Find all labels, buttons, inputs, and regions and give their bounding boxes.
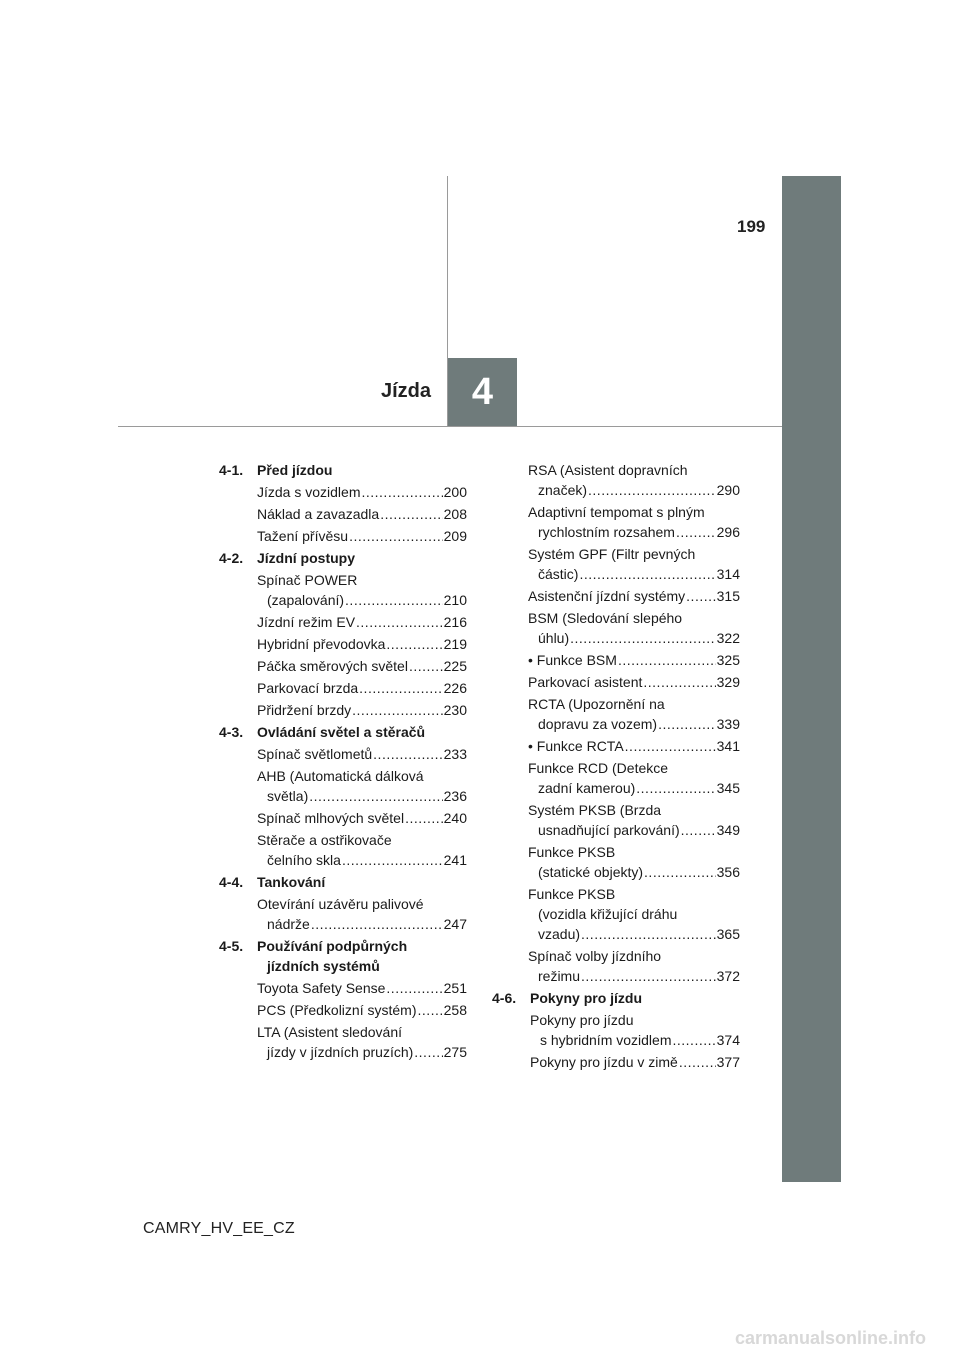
toc-entry-line: [257, 526, 467, 546]
toc-entry[interactable]: [257, 656, 467, 676]
toc-entry[interactable]: [257, 808, 467, 828]
toc-section-title: [257, 460, 332, 480]
toc-leader-dots: [570, 628, 716, 648]
toc-entry-line: [528, 778, 740, 798]
toc-entry[interactable]: [257, 1022, 467, 1062]
toc-entry-line: Spínač POWER: [257, 572, 358, 588]
toc-entry-text: • Funkce BSM: [528, 652, 617, 668]
toc-entry[interactable]: [530, 1052, 740, 1072]
toc-leader-dots: [581, 924, 716, 944]
toc-section-heading[interactable]: [219, 936, 467, 976]
toc-page-number: 241: [443, 852, 467, 868]
toc-page-number: 275: [443, 1044, 467, 1060]
toc-entry[interactable]: [257, 700, 467, 720]
toc-entry[interactable]: [528, 608, 740, 648]
toc-entry-text: částic): [538, 566, 579, 582]
toc-section-heading[interactable]: [219, 460, 467, 480]
toc-entry[interactable]: [528, 460, 740, 500]
toc-entry-line: [528, 564, 740, 584]
toc-entry-text: dopravu za vozem): [538, 716, 658, 732]
toc-leader-dots: [679, 1052, 716, 1072]
toc-entry[interactable]: [257, 482, 467, 502]
toc-page-number: 219: [443, 636, 467, 652]
toc-leader-dots: [414, 1042, 442, 1062]
toc-page-number: 356: [716, 864, 740, 880]
toc-page-number: 315: [716, 588, 740, 604]
toc-section-title-line: Tankování: [257, 874, 326, 890]
toc-entry-text: značek): [538, 482, 588, 498]
toc-entry-text: PCS (Předkolizní systém): [257, 1002, 417, 1018]
toc-page-number: 377: [716, 1054, 740, 1070]
toc-entry-line: [257, 656, 467, 676]
toc-leader-dots: [342, 850, 443, 870]
toc-entry[interactable]: [528, 842, 740, 882]
toc-section-number: 4-5.: [219, 938, 244, 954]
toc-entry-text: Jízdní režim EV: [257, 614, 356, 630]
toc-leader-dots: [676, 522, 716, 542]
toc-entry[interactable]: [257, 526, 467, 546]
toc-entry-line: [257, 744, 467, 764]
toc-entry-line: [528, 862, 740, 882]
toc-left-column: [219, 460, 467, 1064]
toc-entry-line: [530, 1030, 740, 1050]
toc-entry-text: s hybridním vozidlem: [540, 1032, 672, 1048]
toc-section-title-line: Před jízdou: [257, 462, 333, 478]
toc-section-heading[interactable]: [219, 548, 467, 568]
toc-entry-line: [257, 634, 467, 654]
toc-entry[interactable]: [530, 1010, 740, 1050]
toc-entry-text: zadní kamerou): [538, 780, 636, 796]
toc-entry-line: [528, 522, 740, 542]
toc-entry[interactable]: [528, 502, 740, 542]
chapter-number: 4: [471, 370, 494, 413]
toc-entry-text: Asistenční jízdní systémy: [528, 588, 686, 604]
toc-entry-line: [528, 480, 740, 500]
toc-page-number: 325: [716, 652, 740, 668]
toc-leader-dots: [581, 966, 716, 986]
toc-leader-dots: [618, 650, 716, 670]
toc-page-number: 341: [716, 738, 740, 754]
toc-entry-text: vzadu): [538, 926, 581, 942]
toc-section-number: 4-4.: [219, 874, 244, 890]
toc-entry-line: RCTA (Upozornění na: [528, 696, 665, 712]
toc-leader-dots: [658, 714, 716, 734]
toc-page-number: 314: [716, 566, 740, 582]
toc-entry-text: nádrže: [267, 916, 310, 932]
toc-entry-line: [528, 966, 740, 986]
toc-entry-text: Parkovací asistent: [528, 674, 643, 690]
toc-entry[interactable]: [257, 634, 467, 654]
toc-page-number: 209: [443, 528, 467, 544]
toc-page-number: 200: [443, 484, 467, 500]
toc-leader-dots: [309, 786, 442, 806]
toc-leader-dots: [643, 672, 715, 692]
chapter-side-tab: [782, 176, 841, 1182]
toc-leader-dots: [588, 480, 716, 500]
toc-leader-dots: [380, 504, 442, 524]
toc-page-number: 230: [443, 702, 467, 718]
toc-leader-dots: [361, 482, 442, 502]
toc-entry-line: Funkce RCD (Detekce: [528, 760, 669, 776]
toc-entry[interactable]: [257, 978, 467, 998]
toc-leader-dots: [345, 590, 443, 610]
toc-section-title-line: Používání podpůrných: [257, 938, 408, 954]
toc-entry-line: [257, 700, 467, 720]
toc-entry-text: Spínač světlometů: [257, 746, 373, 762]
toc-page-number: 322: [716, 630, 740, 646]
toc-page-number: 290: [716, 482, 740, 498]
toc-section-title: [257, 936, 407, 976]
toc-section-heading[interactable]: [219, 722, 467, 742]
toc-page-number: 247: [443, 916, 467, 932]
toc-entry-text: Přidržení brzdy: [257, 702, 352, 718]
toc-entry[interactable]: [528, 884, 740, 944]
toc-page-number: 296: [716, 524, 740, 540]
document-footer: CAMRY_HV_EE_CZ: [143, 1220, 295, 1237]
toc-page-number: 236: [443, 788, 467, 804]
toc-section-title: [257, 548, 355, 568]
toc-entry-line: [257, 914, 467, 934]
toc-entry-line: [257, 850, 467, 870]
toc-entry[interactable]: [257, 744, 467, 764]
toc-right-column: [492, 460, 740, 1074]
toc-section-heading[interactable]: [492, 988, 740, 1008]
toc-page-number: 345: [716, 780, 740, 796]
toc-entry[interactable]: [257, 504, 467, 524]
toc-leader-dots: [673, 1030, 716, 1050]
toc-entry-line: Otevírání uzávěru palivové: [257, 896, 424, 912]
toc-page-number: 225: [443, 658, 467, 674]
toc-leader-dots: [405, 808, 443, 828]
toc-entry-line: AHB (Automatická dálková: [257, 768, 424, 784]
toc-entry-line: [257, 612, 467, 632]
toc-page-number: 339: [716, 716, 740, 732]
toc-entry-line: [257, 808, 467, 828]
toc-entry-line: BSM (Sledování slepého: [528, 610, 683, 626]
toc-leader-dots: [644, 862, 716, 882]
toc-leader-dots: [386, 634, 442, 654]
toc-entry-text: (zapalování): [267, 592, 345, 608]
toc-entry-line: [257, 482, 467, 502]
toc-leader-dots: [686, 586, 715, 606]
toc-section-title-line: jízdních systémů: [267, 958, 380, 974]
toc-leader-dots: [579, 564, 715, 584]
toc-entry[interactable]: [528, 946, 740, 986]
toc-leader-dots: [311, 914, 443, 934]
toc-leader-dots: [417, 1000, 442, 1020]
toc-section-title-line: Jízdní postupy: [257, 550, 355, 566]
toc-entry-line: Stěrače a ostřikovače: [257, 832, 392, 848]
toc-entry-text: • Funkce RCTA: [528, 738, 624, 754]
toc-leader-dots: [409, 656, 443, 676]
toc-entry-text: režimu: [538, 968, 581, 984]
toc-entry[interactable]: [257, 766, 467, 806]
toc-entry-text: čelního skla: [267, 852, 341, 868]
toc-entry-text: úhlu): [538, 630, 570, 646]
toc-leader-dots: [681, 820, 716, 840]
toc-entry-line: Systém GPF (Filtr pevných: [528, 546, 696, 562]
toc-entry-line: [257, 678, 467, 698]
toc-section-number: 4-3.: [219, 724, 244, 740]
toc-entry-line: [257, 504, 467, 524]
toc-section-number: 4-2.: [219, 550, 244, 566]
toc-section-title: [257, 722, 425, 742]
toc-leader-dots: [625, 736, 716, 756]
toc-page-number: 258: [443, 1002, 467, 1018]
toc-page-number: 251: [443, 980, 467, 996]
toc-page-number: 240: [443, 810, 467, 826]
toc-page-number: 208: [443, 506, 467, 522]
toc-section-title-line: Ovládání světel a stěračů: [257, 724, 426, 740]
toc-entry[interactable]: [528, 736, 740, 756]
toc-entry-text: Tažení přívěsu: [257, 528, 349, 544]
toc-entry[interactable]: [257, 830, 467, 870]
toc-entry[interactable]: [257, 1000, 467, 1020]
toc-entry[interactable]: [528, 694, 740, 734]
toc-entry-line: [528, 650, 740, 670]
toc-entry[interactable]: [528, 586, 740, 606]
chapter-number-box: [448, 358, 517, 426]
toc-entry[interactable]: [257, 612, 467, 632]
toc-leader-dots: [359, 678, 442, 698]
toc-entry-text: usnadňující parkování): [538, 822, 680, 838]
toc-entry[interactable]: [528, 800, 740, 840]
toc-entry[interactable]: [528, 650, 740, 670]
toc-section-title: [257, 872, 325, 892]
toc-page-number: 233: [443, 746, 467, 762]
toc-leader-dots: [373, 744, 442, 764]
toc-entry-line: [528, 714, 740, 734]
page-number: 199: [737, 217, 766, 236]
toc-entry-line: [528, 628, 740, 648]
toc-entry-line: Funkce PKSB: [528, 886, 616, 902]
toc-section-number: 4-6.: [492, 990, 517, 1006]
toc-page-number: 226: [443, 680, 467, 696]
toc-entry[interactable]: [528, 672, 740, 692]
toc-page-number: 210: [443, 592, 467, 608]
toc-entry[interactable]: [528, 544, 740, 584]
toc-entry[interactable]: [257, 570, 467, 610]
toc-leader-dots: [349, 526, 443, 546]
toc-leader-dots: [386, 978, 442, 998]
toc-entry-text: rychlostním rozsahem: [538, 524, 675, 540]
toc-entry-line: [530, 1052, 740, 1072]
toc-entry-line: [528, 820, 740, 840]
toc-section-heading[interactable]: [219, 872, 467, 892]
toc-entry-text: Hybridní převodovka: [257, 636, 386, 652]
toc-page-number: 372: [716, 968, 740, 984]
toc-entry-text: Parkovací brzda: [257, 680, 359, 696]
toc-entry-line: [257, 1042, 467, 1062]
toc-entry-line: Adaptivní tempomat s plným: [528, 504, 705, 520]
watermark: carmanualsonline.info: [735, 1328, 927, 1348]
toc-leader-dots: [636, 778, 715, 798]
toc-entry-text: Náklad a zavazadla: [257, 506, 380, 522]
toc-entry-line: [528, 736, 740, 756]
toc-page-number: 349: [716, 822, 740, 838]
toc-entry-line: [528, 586, 740, 606]
toc-entry-line: Systém PKSB (Brzda: [528, 802, 662, 818]
toc-entry[interactable]: [528, 758, 740, 798]
toc-entry-line: [257, 590, 467, 610]
toc-entry-line: [257, 786, 467, 806]
chapter-title: Jízda: [380, 380, 431, 402]
toc-entry-line: RSA (Asistent dopravních: [528, 462, 688, 478]
toc-entry[interactable]: [257, 678, 467, 698]
toc-section-title: [530, 988, 642, 1008]
toc-leader-dots: [352, 700, 442, 720]
toc-entry-text: světla): [267, 788, 309, 804]
toc-entry-line: [528, 672, 740, 692]
toc-entry[interactable]: [257, 894, 467, 934]
toc-entry-line: LTA (Asistent sledování: [257, 1024, 402, 1040]
toc-entry-text: Jízda s vozidlem: [257, 484, 361, 500]
toc-section-title-line: Pokyny pro jízdu: [530, 990, 643, 1006]
toc-entry-line: (vozidla křižující dráhu: [538, 906, 678, 922]
toc-entry-line: [257, 978, 467, 998]
toc-page-number: 216: [443, 614, 467, 630]
toc-entry-text: jízdy v jízdních pruzích): [267, 1044, 414, 1060]
toc-section-number: 4-1.: [219, 462, 244, 478]
toc-entry-text: (statické objekty): [538, 864, 644, 880]
toc-entry-line: [528, 924, 740, 944]
toc-page-number: 365: [716, 926, 740, 942]
toc-page-number: 374: [716, 1032, 740, 1048]
toc-entry-text: Spínač mlhových světel: [257, 810, 405, 826]
toc-leader-dots: [356, 612, 443, 632]
header-horizontal-rule: [118, 426, 782, 427]
toc-entry-text: Páčka směrových světel: [257, 658, 408, 674]
toc-entry-line: Pokyny pro jízdu: [530, 1012, 634, 1028]
toc-entry-text: Toyota Safety Sense: [257, 980, 386, 996]
toc-entry-text: Pokyny pro jízdu v zimě: [530, 1054, 678, 1070]
toc-entry-line: Funkce PKSB: [528, 844, 616, 860]
toc-entry-line: Spínač volby jízdního: [528, 948, 662, 964]
toc-page-number: 329: [716, 674, 740, 690]
toc-entry-line: [257, 1000, 467, 1020]
